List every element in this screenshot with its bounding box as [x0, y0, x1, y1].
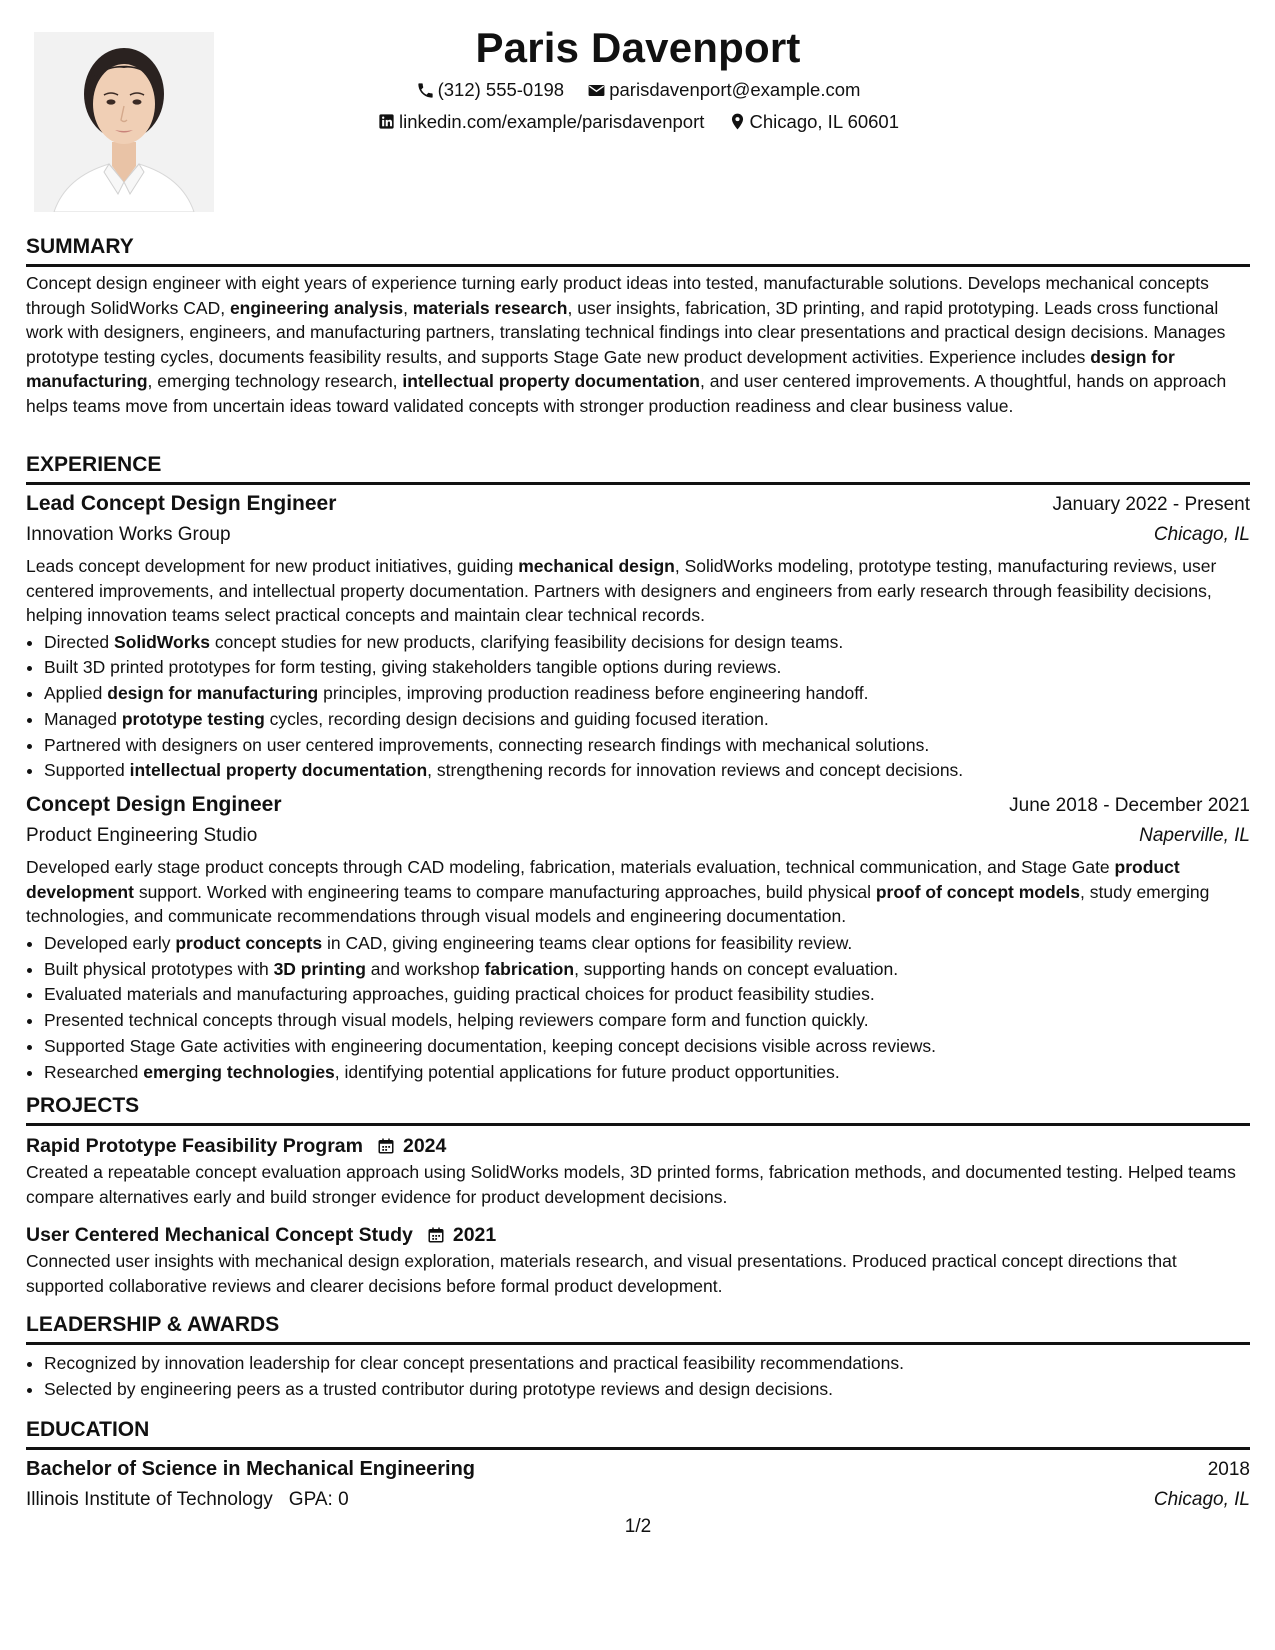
- section-title: EXPERIENCE: [26, 452, 1250, 485]
- project-entry: [26, 1221, 1250, 1298]
- linkedin-icon: [377, 112, 396, 131]
- projects-section: [26, 1093, 1250, 1298]
- experience-section: [26, 452, 1250, 1086]
- education-section: [26, 1417, 1250, 1515]
- list-item: • Built 3D printed prototypes for form testing, giving stakeholders tangible options during reviews.: [44, 655, 1250, 681]
- list-item: • Partnered with designers on user centered improvements, connecting research findings with mechanical solutions.: [44, 733, 1250, 759]
- summary-text: Concept design engineer with eight years of experience turning early product ideas into tested, manufacturable solutions. Develops mechanical concepts through SolidWorks CAD, engineering analysis, materials research, user insights, fabrication, 3D printing, and rapid prototyping. Leads cross functional work with designers, engineers, and manufacturing partners, translating technical findings into clear presentations and practical design decisions. Manages prototype testing cycles, documents feasibility results, and supports Stage Gate new product development activities. Experience includes design for manufacturing, emerging technology research, intellectual property documentation, and user centered improvements. A thoughtful, hands on approach helps teams move from uncertain ideas toward validated concepts with stronger production readiness and clear business value.: [26, 273, 1227, 416]
- section-title: LEADERSHIP & AWARDS: [26, 1312, 1250, 1345]
- job-dates: January 2022 - Present: [1052, 494, 1250, 515]
- awards-list: [26, 1351, 1250, 1403]
- job-bullets: [26, 630, 1250, 785]
- job-description: Developed early stage product concepts through CAD modeling, fabrication, materials evaluation, technical communication, and Stage Gate product development support. Worked with engineering teams to compare manufacturing approaches, build physical proof of concept models, study emerging technologies, and communicate recommendations through visual models and engineering documentation.: [26, 857, 1210, 927]
- project-title: User Centered Mechanical Concept Study: [26, 1224, 413, 1246]
- location-text: Chicago, IL 60601: [749, 110, 900, 132]
- linkedin-url[interactable]: linkedin.com/example/parisdavenport: [398, 110, 705, 132]
- resume-header: [26, 22, 1250, 137]
- list-item: • Supported intellectual property documentation, strengthening records for innovation reviews and concept decisions.: [44, 758, 1250, 784]
- resume-page: [26, 0, 1250, 1650]
- job-title: Lead Concept Design Engineer: [26, 492, 337, 515]
- gpa: GPA: 0: [288, 1489, 349, 1510]
- location-contact: [728, 110, 899, 134]
- contact-line-1: [26, 78, 1250, 106]
- calendar-icon: [427, 1226, 445, 1244]
- list-item: • Presented technical concepts through visual models, helping reviewers compare form and function quickly.: [44, 1008, 1250, 1034]
- job-company: Product Engineering Studio: [26, 825, 258, 847]
- project-title: Rapid Prototype Feasibility Program: [26, 1135, 363, 1157]
- list-item: • Built physical prototypes with 3D printing and workshop fabrication, supporting hands on concept evaluation.: [44, 957, 1250, 983]
- phone-contact: [416, 78, 565, 102]
- job-bullets: [26, 931, 1250, 1086]
- list-item: • Supported Stage Gate activities with engineering documentation, keeping concept decisions visible across reviews.: [44, 1034, 1250, 1060]
- list-item: • Selected by engineering peers as a trusted contributor during prototype reviews and design decisions.: [44, 1377, 1250, 1403]
- job-company: Innovation Works Group: [26, 524, 231, 545]
- job-description: Leads concept development for new product initiatives, guiding mechanical design, SolidWorks modeling, prototype testing, manufacturing reviews, user centered improvements, and intellectual property documentation. Partners with designers and engineers from early research through feasibility decisions, helping innovation teams select practical concepts and maintain clear technical records.: [26, 556, 1217, 625]
- section-title: PROJECTS: [26, 1093, 1250, 1126]
- phone-number[interactable]: (312) 555-0198: [437, 79, 565, 100]
- project-description: Created a repeatable concept evaluation approach using SolidWorks models, 3D printed forms, fabrication methods, and documented testing. Helped teams compare alternatives early and build stronger evidence for product development decisions.: [26, 1162, 1236, 1207]
- degree-title: Bachelor of Science in Mechanical Engineering: [26, 1458, 476, 1480]
- list-item: • Recognized by innovation leadership for clear concept presentations and practical feasibility recommendations.: [44, 1351, 1250, 1377]
- school-location: Chicago, IL: [1153, 1489, 1250, 1510]
- map-pin-icon: [728, 112, 747, 131]
- project-entry: [26, 1132, 1250, 1209]
- job-title: Concept Design Engineer: [26, 793, 282, 817]
- section-title: EDUCATION: [26, 1417, 1250, 1450]
- list-item: • Applied design for manufacturing principles, improving production readiness before engineering handoff.: [44, 681, 1250, 707]
- section-title: SUMMARY: [26, 234, 1250, 267]
- job-location: Chicago, IL: [1153, 524, 1250, 545]
- school-line: [26, 1485, 349, 1515]
- email-address[interactable]: parisdavenport@example.com: [609, 79, 861, 100]
- project-year: 2024: [402, 1135, 447, 1157]
- list-item: • Managed prototype testing cycles, recording design decisions and guiding focused iteration.: [44, 707, 1250, 733]
- contact-line-2: [26, 110, 1250, 138]
- leadership-section: [26, 1312, 1250, 1403]
- list-item: • Developed early product concepts in CAD, giving engineering teams clear options for feasibility review.: [44, 931, 1250, 957]
- phone-icon: [416, 81, 435, 100]
- candidate-name: Paris Davenport: [475, 24, 801, 71]
- list-item: • Researched emerging technologies, identifying potential applications for future product opportunities.: [44, 1060, 1250, 1086]
- envelope-icon: [587, 81, 606, 100]
- email-contact: [587, 78, 860, 102]
- job-entry: [26, 489, 1250, 784]
- project-year: 2021: [452, 1224, 497, 1246]
- job-location: Naperville, IL: [1139, 825, 1250, 847]
- calendar-icon: [377, 1137, 395, 1155]
- summary-section: [26, 234, 1250, 418]
- job-dates: June 2018 - December 2021: [1009, 795, 1250, 817]
- project-description: Connected user insights with mechanical design exploration, materials research, and visual presentations. Produced practical concept directions that supported collaborative reviews and clearer decisions before formal product development.: [26, 1251, 1177, 1296]
- job-entry: [26, 790, 1250, 1085]
- page-number: 1/2: [624, 1516, 652, 1537]
- school-name: Illinois Institute of Technology: [26, 1489, 273, 1510]
- list-item: • Directed SolidWorks concept studies for new products, clarifying feasibility decisions for design teams.: [44, 630, 1250, 656]
- linkedin-contact: [377, 110, 704, 134]
- graduation-year: 2018: [1207, 1459, 1250, 1480]
- education-entry: [26, 1454, 1250, 1515]
- list-item: • Evaluated materials and manufacturing approaches, guiding practical choices for product feasibility studies.: [44, 982, 1250, 1008]
